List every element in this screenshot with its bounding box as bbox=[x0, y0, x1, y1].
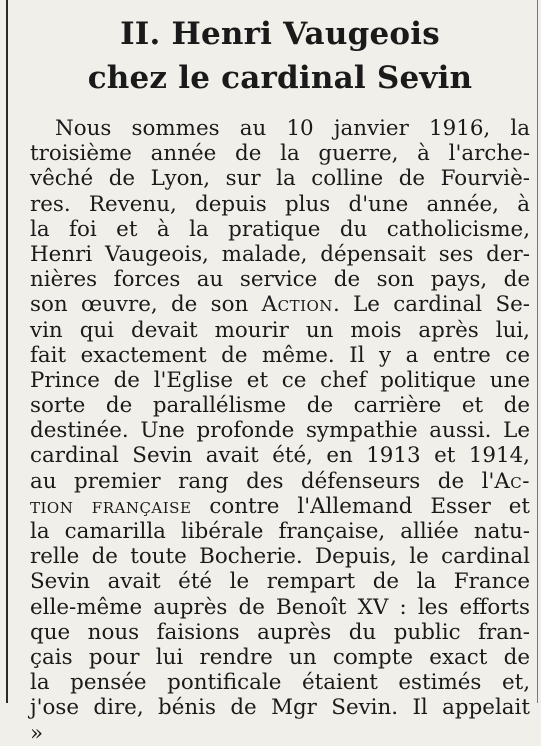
body-line-24: j'ose dire, bénis de Mgr Sevin. Il appelait bbox=[30, 695, 530, 721]
body-line-14: cardinal Sevin avait été, en 1913 et 1914, bbox=[30, 443, 530, 469]
body-line-9: vin qui devait mourir un mois après lui, bbox=[30, 317, 530, 343]
action-francaise: tion française bbox=[30, 493, 192, 519]
article-title-line2: chez le cardinal Sevin bbox=[87, 60, 473, 96]
body-line-8-end: . Le cardinal Se- bbox=[332, 292, 530, 318]
article-body bbox=[30, 116, 530, 746]
body-line-21: que nous faisions auprès du public fran- bbox=[30, 619, 530, 645]
body-line-7: nières forces au service de son pays, de bbox=[30, 267, 530, 293]
body-line-4: res. Revenu, depuis plus d'une année, à bbox=[30, 191, 530, 217]
body-line-5: la foi et à la pratique du catholicisme, bbox=[30, 216, 530, 242]
body-line-19: Sevin avait été le rempart de la France bbox=[30, 569, 530, 595]
action-prefix: Ac- bbox=[494, 468, 530, 494]
column-right-rule bbox=[537, 0, 538, 703]
body-line-8 bbox=[30, 292, 530, 317]
body-line-23: la pensée pontificale étaient estimés et, bbox=[30, 670, 530, 696]
body-line-12: sorte de parallélisme de carrière et de bbox=[30, 393, 530, 419]
body-line-17: la camarilla libérale française, alliée natu- bbox=[30, 519, 530, 544]
body-line-25-cut: » bbox=[30, 720, 44, 746]
body-line-8-start: son œuvre, de son bbox=[30, 292, 249, 318]
body-line-15 bbox=[30, 469, 530, 494]
body-line-2: troisième année de la guerre, à l'arche- bbox=[30, 141, 530, 167]
action-word: Action bbox=[261, 292, 333, 318]
body-line-22: çais pour lui rendre un compte exact de bbox=[30, 644, 530, 670]
body-line-16 bbox=[30, 494, 530, 519]
body-line-6: Henri Vaugeois, malade, dépensait ses der- bbox=[30, 241, 530, 267]
body-line-13: destinée. Une profonde sympathie aussi. Le bbox=[30, 418, 530, 444]
body-line-1: Nous sommes au 10 janvier 1916, la bbox=[55, 116, 530, 141]
article bbox=[30, 12, 530, 746]
body-line-16-end: contre l'Allemand Esser et bbox=[209, 493, 530, 519]
body-line-10: fait exactement de même. Il y a entre ce bbox=[30, 342, 530, 368]
column-left-rule bbox=[6, 0, 8, 703]
article-title-line1: II. Henri Vaugeois bbox=[120, 16, 440, 52]
body-line-11: Prince de l'Eglise et ce chef politique une bbox=[30, 367, 530, 393]
body-line-15-start: au premier rang des défenseurs de l' bbox=[30, 468, 495, 494]
body-line-20: elle-même auprès de Benoît XV : les efforts bbox=[30, 594, 530, 620]
body-line-3: vêché de Lyon, sur la colline de Fourviè- bbox=[30, 166, 530, 192]
body-line-18: relle de toute Bocherie. Depuis, le cardinal bbox=[30, 544, 530, 570]
